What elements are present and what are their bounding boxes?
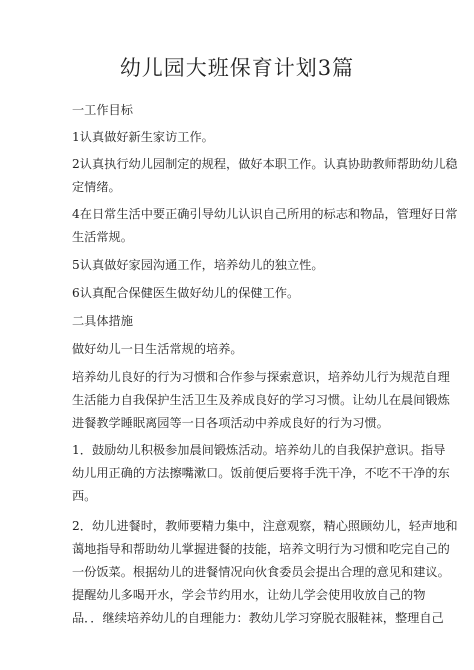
item-2-line-3: 一份饭菜。根据幼儿的进餐情况向伙食委员会提出合理的意见和建议。 (72, 565, 450, 579)
goal-1: 1认真做好新生家访工作。 (72, 130, 214, 144)
goal-4-line-2: 生活常规。 (72, 230, 133, 244)
goal-6: 6认真配合保健医生做好幼儿的保健工作。 (72, 286, 300, 300)
item-1-line-3: 西。 (72, 489, 97, 503)
measures-intro: 做好幼儿一日生活常规的培养。 (72, 342, 243, 356)
goal-4-line-1: 4在日常生活中要正确引导幼儿认识自己所用的标志和物品，管理好日常 (72, 207, 458, 221)
paragraph-1-line-3: 进餐教学睡眠离园等一日各项活动中养成良好的行为习惯。 (72, 416, 389, 430)
section-heading-work-goals: 一工作目标 (72, 103, 133, 117)
goal-2-line-2: 定情绪。 (72, 180, 121, 194)
paragraph-1-line-1: 培养幼儿良好的行为习惯和合作参与探索意识，培养幼儿行为规范自理 (72, 370, 450, 384)
section-heading-measures: 二具体措施 (72, 314, 133, 328)
goal-5: 5认真做好家园沟通工作，培养幼儿的独立性。 (72, 258, 324, 272)
item-1-line-2: 幼儿用正确的方法擦嘴漱口。饭前便后要将手洗干净，不吃不干净的东 (72, 466, 450, 480)
goal-2-line-1: 2认真执行幼儿园制定的规程，做好本职工作。认真协助教师帮助幼儿稳 (72, 157, 458, 171)
document-title: 幼儿园大班保育计划3篇 (119, 56, 355, 80)
item-1-line-1: 1．鼓励幼儿积极参加晨间锻炼活动。培养幼儿的自我保护意识。指导 (72, 443, 446, 457)
item-2-line-1: 2．幼儿进餐时，教师要精力集中，注意观察，精心照顾幼儿，轻声地和 (72, 519, 458, 533)
item-2-line-5: 品．．继续培养幼儿的自理能力：教幼儿学习穿脱衣服鞋袜，整理自己 (72, 611, 444, 625)
item-2-line-4: 提醒幼儿多喝开水，学会节约用水，让幼儿学会使用收放自己的物 (72, 588, 426, 602)
item-2-line-2: 蔼地指导和帮助幼儿掌握进餐的技能，培养文明行为习惯和吃完自己的 (72, 542, 450, 556)
paragraph-1-line-2: 生活能力自我保护生活卫生及养成良好的学习习惯。让幼儿在晨间锻炼 (72, 393, 450, 407)
